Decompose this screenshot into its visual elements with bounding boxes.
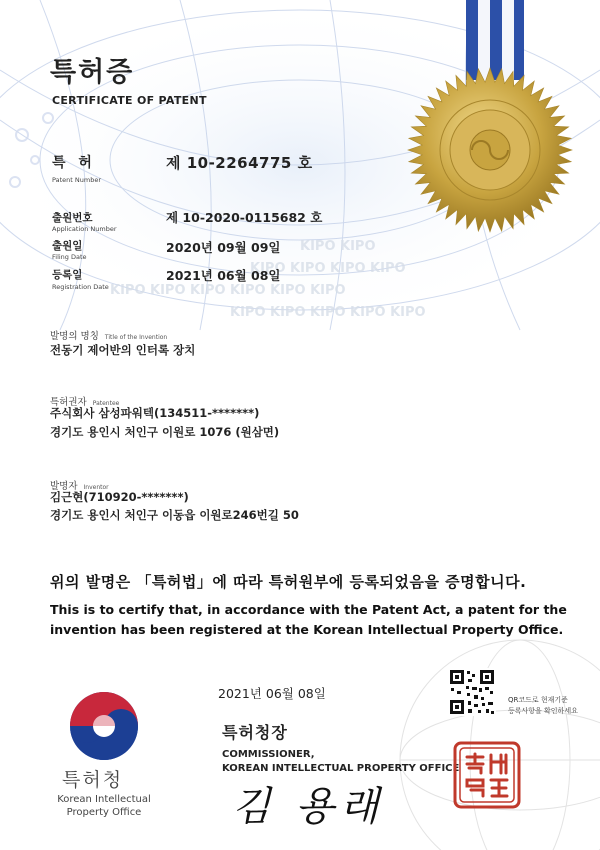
svg-text:KIPO KIPO: KIPO KIPO [300,239,376,254]
invention-label-en: Title of the Invention [104,334,168,341]
kipo-emblem-icon [68,690,140,762]
registration-date-label: 등록일 [52,269,83,281]
office-name-en: Korean Intellectual Property Office [57,794,151,818]
ribbon [466,0,524,80]
qr-note [508,695,578,717]
certification-text-en: This is to certify that, in accordance with the Patent Act, a patent for the invention has been registered at the Korean Intellectual Property Office. [50,602,567,637]
invention-title: 전동기 제어반의 인터록 장치 [50,343,196,357]
application-number-label: 출원번호 [52,212,93,224]
issue-date: 2021년 06월 08일 [218,686,326,701]
patentee-label-en: Patentee [92,400,120,407]
invention-label-row [50,324,167,343]
qr-note-line2: 등록사항을 확인하세요 [508,707,578,715]
official-red-stamp [452,740,522,810]
inventor-label-en: Inventor [83,484,109,491]
inventor-address: 경기도 용인시 처인구 이동읍 이원로246번길 50 [50,508,299,522]
commissioner-title-ko: 특허청장 [222,723,288,742]
office-name-ko: 특허청 [62,769,124,791]
filing-date-label-en: Filing Date [52,253,87,261]
patentee-name: 주식회사 삼성파워텍(134511-*******) [50,406,260,420]
commissioner-signature: 김 용래 [232,784,385,830]
commissioner-title-en-line2: KOREAN INTELLECTUAL PROPERTY OFFICE [222,763,460,774]
patentee-label: 특허권자 [50,397,87,408]
certificate-title: 특허증 [50,57,135,88]
svg-text:KIPO KIPO KIPO KIPO KIPO: KIPO KIPO KIPO KIPO KIPO [230,305,426,320]
registration-date-label-en: Registration Date [52,283,109,291]
inventor-label: 발명자 [50,481,78,492]
patentee-address: 경기도 용인시 처인구 이원로 1076 (원삼면) [50,425,280,439]
registration-date-value: 2021년 06월 08일 [166,268,281,283]
commissioner-title-en [222,748,459,776]
patent-number-label: 특 허 [52,155,96,171]
certification-text-ko: 위의 발명은 「특허법」에 따라 특허원부에 등록되었음을 증명합니다. [50,573,527,591]
filing-date-label: 출원일 [52,240,83,252]
qr-note-line1: QR코드로 현재기준 [508,696,568,704]
svg-text:KIPO KIPO KIPO KIPO: KIPO KIPO KIPO KIPO [250,261,406,276]
invention-label: 발명의 명칭 [50,331,99,342]
svg-text:KIPO KIPO KIPO KIPO KIPO: KIPO KIPO KIPO KIPO KIPO KIPO [110,283,346,298]
application-number-value: 제 10-2020-0115682 호 [166,210,323,225]
certificate-title-en: CERTIFICATE OF PATENT [52,94,207,107]
inventor-name: 김근현(710920-*******) [50,490,189,504]
patent-number-label-en: Patent Number [52,176,102,184]
patent-number-value: 제 10-2264775 호 [166,154,313,172]
qr-code-icon[interactable] [448,668,496,716]
commissioner-title-en-line1: COMMISSIONER, [222,749,315,760]
application-number-label-en: Application Number [52,225,117,233]
filing-date-value: 2020년 09월 09일 [166,240,281,255]
